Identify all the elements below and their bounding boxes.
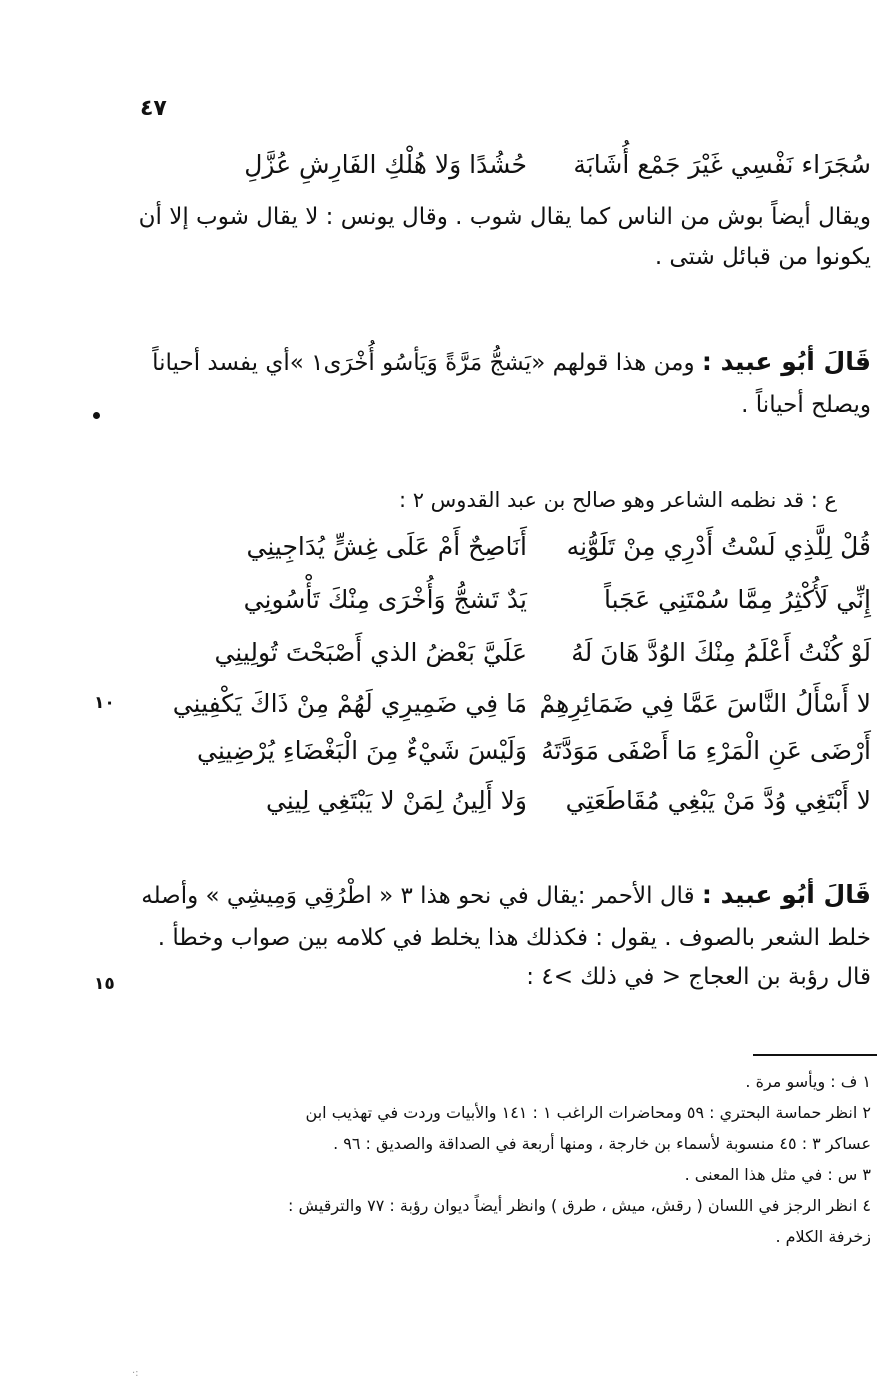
- paragraph-3-text: قال الأحمر :يقال في نحو هذا ٣ « اطْرُقِي وَمِيشِي » وأصله: [141, 883, 695, 909]
- poem-verse-1-first: قُلْ لِلَّذِي لَسْتُ أَدْرِي مِنْ تَلَوُّنِه: [566, 532, 871, 561]
- paragraph-2-text: ومن هذا قولهم «يَشجُّ مَرَّةً وَيَأسُو أُخْرَى١ »أي يفسد أحياناً: [152, 350, 695, 376]
- poem-verse-6-second: وَلا أَلِينُ لِمَنْ لا يَبْتَغِي لِينِي: [265, 786, 527, 815]
- footnote-3: ٣ س : في مثل هذا المعنى .: [684, 1165, 871, 1184]
- margin-dot: [93, 412, 100, 419]
- footnote-2-continued: عساكر ٣ : ٤٥ منسوبة لأسماء بن خارجة ، ومنها أربعة في الصداقة والصديق : ٩٦ .: [333, 1134, 871, 1153]
- paragraph-2-line-1: [152, 347, 871, 378]
- paragraph-1-line-1: ويقال أيضاً بوش من الناس كما يقال شوب . وقال يونس : لا يقال شوب إلا أن: [138, 204, 871, 230]
- page-number: ٤٧: [140, 96, 167, 121]
- margin-line-number-15: ١٥: [94, 974, 115, 994]
- poem-verse-2-first: إِنِّي لَأُكْثِرُ مِمَّا سُمْتَنِي عَجَباً: [603, 585, 871, 614]
- footnote-4-continued: زخرفة الكلام .: [775, 1227, 871, 1246]
- scan-speck: ·:: [132, 1368, 139, 1379]
- footnote-1: ١ ف : ويأسو مرة .: [745, 1072, 871, 1091]
- poem-verse-5-second: وَلَيْسَ شَيْءٌ مِنَ الْبَغْضَاءِ يُرْضِينِي: [197, 736, 527, 765]
- poem-intro: ع : قد نظمه الشاعر وهو صالح بن عبد القدوس ٢ :: [398, 488, 837, 512]
- paragraph-3-line-3: قال رؤبة بن العجاج < في ذلك >٤ :: [526, 964, 871, 990]
- margin-line-number-10: ١٠: [94, 693, 115, 713]
- paragraph-1-line-2: يكونوا من قبائل شتى .: [654, 244, 871, 270]
- speaker-label: قَالَ أبُو عبيد :: [701, 880, 871, 909]
- footnote-2: ٢ انظر حماسة البحتري : ٥٩ ومحاضرات الراغب ١ : ١٤١ والأبيات وردت في تهذيب ابن: [305, 1103, 871, 1122]
- opening-verse-first-hemistich: سُجَرَاء نَفْسِي غَيْرَ جَمْع أُشَابَة: [573, 150, 871, 179]
- paragraph-3-line-2: خلط الشعر بالصوف . يقول : فكذلك هذا يخلط في كلامه بين صواب وخطأ .: [157, 925, 871, 951]
- opening-verse-second-hemistich: حُشُدًا وَلا هُلْكِ الفَارِشِ عُزَّلِ: [244, 150, 527, 179]
- paragraph-3-line-1: [141, 880, 871, 911]
- footnote-4: ٤ انظر الرجز في اللسان ( رقش، ميش ، طرق ) وانظر أيضاً ديوان رؤبة : ٧٧ والترقيش :: [287, 1196, 871, 1215]
- speaker-label: قَالَ أبُو عبيد :: [701, 347, 871, 376]
- poem-verse-5-first: أَرْضَى عَنِ الْمَرْءِ مَا أَصْفَى مَوَدَّتَهُ: [541, 736, 871, 765]
- poem-verse-3-second: عَلَيَّ بَعْضُ الذي أَصْبَحْتَ تُولِينِي: [214, 638, 527, 667]
- poem-verse-1-second: أَنَاصِحٌ أَمْ عَلَى غِشٍّ يُدَاجِينِي: [246, 532, 527, 561]
- paragraph-2-line-2: ويصلح أحياناً .: [741, 392, 871, 418]
- poem-verse-4-second: مَا فِي ضَمِيرِي لَهُمْ مِنْ ذَاكَ يَكْفِينِي: [172, 689, 527, 718]
- poem-verse-6-first: لا أَبْتَغِي وُدَّ مَنْ يَبْغِي مُقَاطَعَتِي: [565, 786, 871, 815]
- poem-verse-4-first: لا أَسْأَلُ النَّاسَ عَمَّا فِي ضَمَائِرِهِمْ: [539, 689, 871, 718]
- poem-verse-3-first: لَوْ كُنْتُ أَعْلَمُ مِنْكَ الوُدَّ هَانَ لَهُ: [571, 638, 871, 667]
- footnote-divider: [753, 1054, 877, 1056]
- poem-verse-2-second: يَدٌ تَشجُّ وَأُخْرَى مِنْكَ تَأْسُونِي: [243, 585, 527, 614]
